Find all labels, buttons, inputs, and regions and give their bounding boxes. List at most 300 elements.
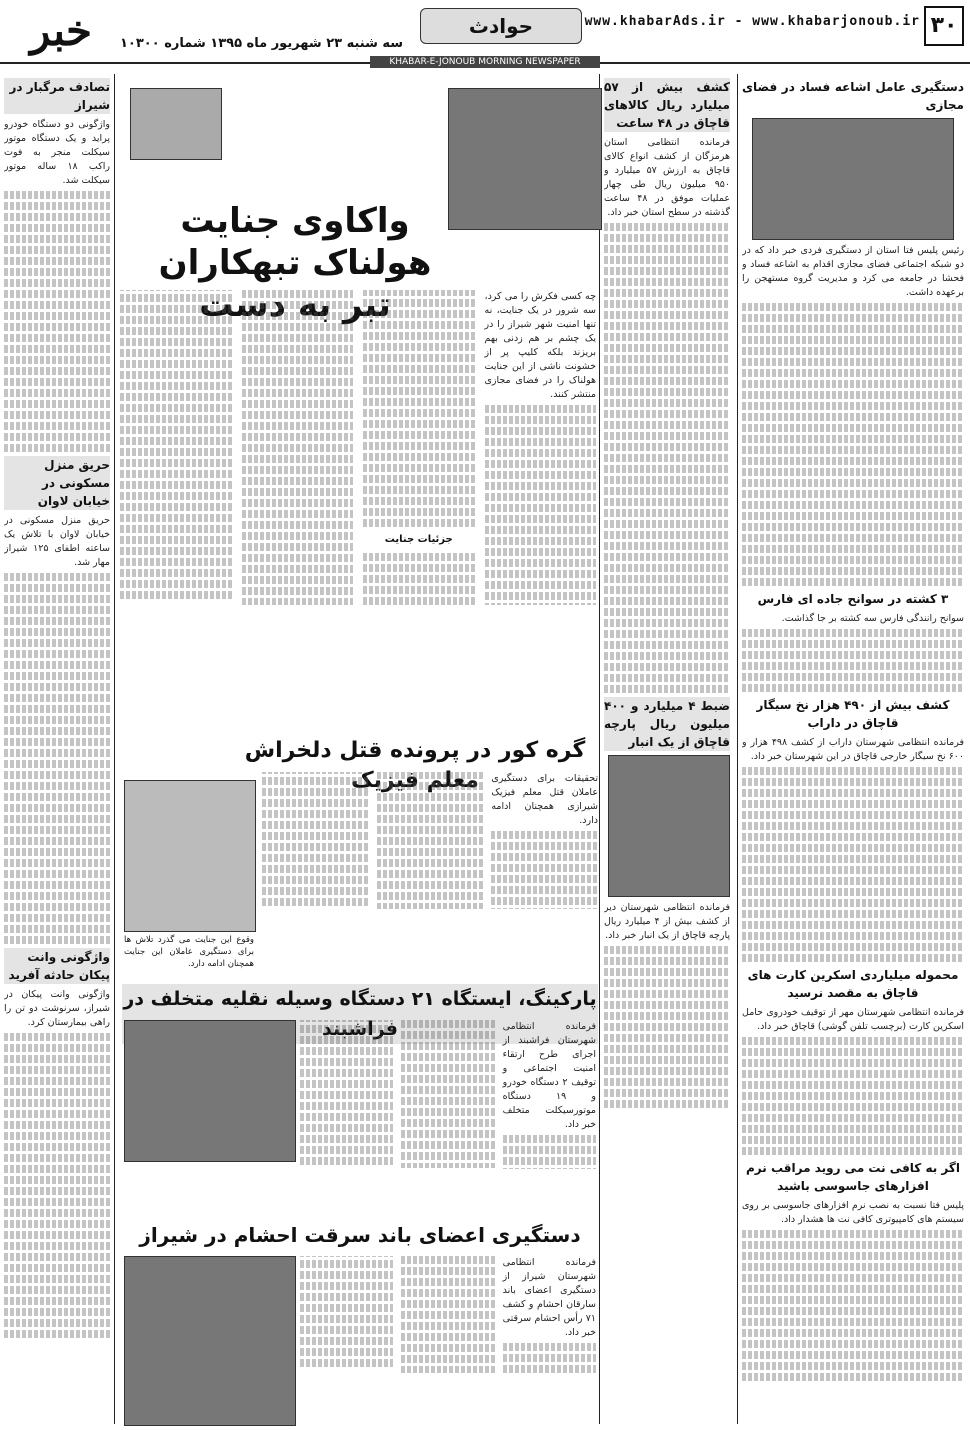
text-line — [742, 457, 964, 465]
text-line — [604, 311, 730, 319]
text-line — [604, 454, 730, 462]
text-line — [485, 471, 597, 479]
text-line — [742, 391, 964, 399]
text-line — [742, 1037, 964, 1045]
text-line — [4, 400, 110, 408]
text-line — [242, 499, 354, 507]
text-line — [742, 921, 964, 929]
text-line — [401, 1267, 494, 1275]
text-line — [742, 1329, 964, 1337]
text-line — [4, 881, 110, 889]
text-line — [604, 597, 730, 605]
text-line — [485, 427, 597, 435]
text-line — [242, 378, 354, 386]
english-ribbon: KHABAR-E-JONOUB MORNING NEWSPAPER — [370, 56, 600, 68]
story-body — [300, 1256, 596, 1424]
text-line — [401, 1333, 494, 1341]
text-line — [742, 424, 964, 432]
text-line — [363, 519, 475, 527]
text-line — [262, 898, 369, 906]
text-line — [377, 804, 484, 812]
text-line — [4, 1220, 110, 1228]
text-line — [4, 1055, 110, 1063]
article-body: چه کسی فکرش را می کرد، سه شرور در یک جنایت، نه تنها امنیت شهر شیراز را در یک چشم بر هم زدنی بهم بریزند بلکه کلیپ پر از خشونت ناشی از این جنایت هولناک را در فضای مجازی منتشر کنند. — [484, 291, 596, 400]
text-line — [4, 826, 110, 834]
text-line — [604, 946, 730, 954]
text-line — [491, 875, 598, 883]
text-line — [377, 826, 484, 834]
text-line — [742, 1274, 964, 1282]
text-line — [242, 576, 354, 584]
text-line — [503, 1343, 596, 1351]
section-title: حوادث — [420, 8, 582, 44]
text-line — [120, 514, 232, 522]
text-line — [604, 619, 730, 627]
text-line — [4, 672, 110, 680]
article-body: واژگونی وانت پیکان در شیراز، سرنوشت دو تن را راهی بیمارستان کرد. — [4, 989, 110, 1028]
text-line — [300, 1146, 393, 1154]
text-line — [377, 881, 484, 889]
text-line — [363, 387, 475, 395]
text-line — [604, 333, 730, 341]
text-line — [742, 534, 964, 542]
text-line — [485, 537, 597, 545]
text-line — [604, 957, 730, 965]
text-line — [4, 705, 110, 713]
text-line — [485, 592, 597, 600]
text-line — [604, 245, 730, 253]
text-line — [120, 382, 232, 390]
text-line — [742, 1241, 964, 1249]
text-line — [242, 543, 354, 551]
text-line — [604, 608, 730, 616]
text-line — [4, 1099, 110, 1107]
text-line — [742, 943, 964, 951]
text-line — [4, 914, 110, 922]
text-line — [363, 586, 475, 594]
text-line — [120, 536, 232, 544]
text-line — [120, 558, 232, 566]
text-line — [300, 1271, 393, 1279]
magnifier-graphic — [130, 88, 222, 160]
text-line — [604, 377, 730, 385]
text-line — [242, 301, 354, 309]
text-line — [242, 312, 354, 320]
text-line — [4, 1275, 110, 1283]
text-line — [742, 1103, 964, 1111]
text-line — [4, 727, 110, 735]
text-line — [4, 771, 110, 779]
subheading: جزئیات جنایت — [384, 534, 453, 545]
text-line — [742, 1147, 964, 1155]
text-line — [4, 716, 110, 724]
text-line — [485, 504, 597, 512]
text-line — [742, 1296, 964, 1304]
text-line — [742, 1285, 964, 1293]
text-line — [242, 565, 354, 573]
text-line — [742, 1263, 964, 1271]
text-line — [485, 416, 597, 424]
text-line — [604, 674, 730, 682]
article-photo — [608, 755, 730, 897]
text-line — [604, 520, 730, 528]
text-line — [363, 365, 475, 373]
text-line — [4, 738, 110, 746]
text-line — [242, 444, 354, 452]
text-line — [363, 376, 475, 384]
text-line — [4, 213, 110, 221]
text-line — [742, 1081, 964, 1089]
text-line — [742, 402, 964, 410]
text-line — [300, 1058, 393, 1066]
masthead — [0, 0, 970, 64]
story-body — [262, 772, 598, 972]
text-line — [4, 606, 110, 614]
text-line — [120, 525, 232, 533]
text-line — [363, 354, 475, 362]
text-line — [485, 581, 597, 589]
text-line — [4, 1253, 110, 1261]
text-line — [401, 1355, 494, 1363]
text-line — [742, 629, 964, 637]
text-line — [242, 290, 354, 298]
text-line — [604, 1045, 730, 1053]
text-line — [242, 356, 354, 364]
text-line — [742, 910, 964, 918]
text-line — [4, 1198, 110, 1206]
text-line — [363, 310, 475, 318]
text-line — [262, 810, 369, 818]
text-line — [742, 325, 964, 333]
text-line — [4, 650, 110, 658]
text-line — [742, 651, 964, 659]
text-line — [604, 685, 730, 693]
text-line — [742, 1059, 964, 1067]
text-line — [363, 564, 475, 572]
text-line — [401, 1344, 494, 1352]
text-line — [742, 578, 964, 586]
text-line — [604, 652, 730, 660]
text-line — [604, 476, 730, 484]
text-line — [742, 545, 964, 553]
text-line — [262, 799, 369, 807]
text-line — [300, 1069, 393, 1077]
crime-scene-photo — [448, 88, 602, 230]
text-line — [120, 470, 232, 478]
text-line — [4, 617, 110, 625]
text-line — [485, 559, 597, 567]
text-line — [742, 954, 964, 962]
text-line — [742, 811, 964, 819]
text-line — [604, 1089, 730, 1097]
text-line — [604, 256, 730, 264]
text-line — [742, 435, 964, 443]
text-line — [491, 864, 598, 872]
text-line — [4, 837, 110, 845]
text-line — [742, 789, 964, 797]
text-line — [4, 1066, 110, 1074]
text-line — [242, 367, 354, 375]
text-line — [120, 338, 232, 346]
text-line — [363, 332, 475, 340]
text-line — [604, 1012, 730, 1020]
text-line — [120, 404, 232, 412]
text-line — [4, 334, 110, 342]
text-line — [120, 437, 232, 445]
left-column — [4, 74, 110, 1424]
text-line — [120, 393, 232, 401]
text-line — [4, 1176, 110, 1184]
text-line — [300, 1337, 393, 1345]
text-line — [604, 355, 730, 363]
text-line — [742, 1125, 964, 1133]
text-line — [363, 475, 475, 483]
text-line — [742, 490, 964, 498]
text-line — [242, 345, 354, 353]
text-line — [401, 1031, 494, 1039]
text-line — [742, 413, 964, 421]
text-line — [242, 554, 354, 562]
text-line — [300, 1359, 393, 1367]
text-line — [363, 553, 475, 561]
text-line — [485, 570, 597, 578]
text-line — [742, 314, 964, 322]
article-body: حریق منزل مسکونی در خیابان لاوان با تلاش یک ساعته اطفای ۱۲۵ شیراز مهار شد. — [4, 515, 110, 568]
text-line — [4, 444, 110, 452]
text-line — [4, 224, 110, 232]
text-line — [742, 556, 964, 564]
text-line — [4, 1264, 110, 1272]
text-line — [4, 1132, 110, 1140]
text-line — [742, 1373, 964, 1381]
text-line — [120, 305, 232, 313]
text-line — [377, 848, 484, 856]
text-line — [485, 548, 597, 556]
article-body: فرمانده انتظامی استان هرمزگان از کشف انواع کالای قاچاق به ارزش ۵۷ میلیارد و ۹۵۰ میلیون ریال طی چهار عملیات موفق در ۴۸ ساعت گذشته در سطح استان خبر داد. — [604, 137, 730, 218]
text-line — [300, 1315, 393, 1323]
text-line — [300, 1047, 393, 1055]
text-line — [742, 1318, 964, 1326]
text-line — [300, 1157, 393, 1165]
text-line — [401, 1130, 494, 1138]
text-line — [4, 290, 110, 298]
text-line — [120, 371, 232, 379]
text-line — [120, 481, 232, 489]
article-body: فرمانده انتظامی شهرستان فراشبند از اجرای طرح ارتقاء امنیت اجتماعی و توقیف ۲ دستگاه خودرو و ۱۹ دستگاه موتورسیکلت متخلف خبر داد. — [502, 1021, 596, 1130]
newspaper-logo: خبر — [30, 6, 92, 55]
text-line — [604, 1001, 730, 1009]
article-headline: تصادف مرگبار در شیراز — [4, 78, 110, 114]
text-line — [742, 336, 964, 344]
story-body — [300, 1020, 596, 1210]
text-line — [491, 897, 598, 905]
text-line — [4, 312, 110, 320]
text-line — [604, 531, 730, 539]
text-line — [4, 925, 110, 933]
text-line — [4, 628, 110, 636]
text-line — [363, 321, 475, 329]
text-line — [604, 289, 730, 297]
text-line — [300, 1135, 393, 1143]
text-line — [604, 234, 730, 242]
text-line — [604, 443, 730, 451]
mid-right-column — [604, 74, 730, 1424]
text-line — [363, 409, 475, 417]
text-line — [604, 465, 730, 473]
text-line — [4, 1297, 110, 1305]
text-line — [604, 421, 730, 429]
text-line — [401, 1152, 494, 1160]
text-line — [4, 848, 110, 856]
text-line — [363, 453, 475, 461]
text-line — [262, 821, 369, 829]
text-line — [604, 968, 730, 976]
text-line — [262, 777, 369, 785]
text-line — [4, 870, 110, 878]
text-line — [485, 449, 597, 457]
column-divider — [114, 74, 115, 1424]
text-line — [120, 591, 232, 599]
article-body: پلیس فتا نسبت به نصب نرم افزارهای جاسوسی بر روی سیستم های کامپیوتری کافی نت ها هشدار داد. — [742, 1200, 964, 1225]
text-line — [4, 1187, 110, 1195]
text-line — [242, 521, 354, 529]
text-line — [4, 1242, 110, 1250]
photo-caption: وقوع این جنایت می گذرد تلاش ها برای دستگیری عاملان این جنایت همچنان ادامه دارد. — [124, 935, 254, 969]
article-body: تحقیقات برای دستگیری عاملان قتل معلم فیزیک شیرازی همچنان ادامه دارد. — [491, 773, 598, 826]
text-line — [742, 778, 964, 786]
text-line — [4, 1154, 110, 1162]
text-line — [401, 1278, 494, 1286]
text-line — [401, 1075, 494, 1083]
text-line — [485, 493, 597, 501]
text-line — [262, 832, 369, 840]
text-line — [300, 1025, 393, 1033]
text-line — [742, 855, 964, 863]
text-line — [4, 323, 110, 331]
text-line — [604, 322, 730, 330]
issue-date: سه شنبه ۲۳ شهریور ماه ۱۳۹۵ شماره ۱۰۳۰۰ — [120, 36, 404, 51]
text-line — [604, 223, 730, 231]
text-line — [4, 378, 110, 386]
text-line — [491, 853, 598, 861]
article-headline: واژگونی وانت پیکان حادثه آفرید — [4, 948, 110, 984]
text-line — [242, 411, 354, 419]
text-line — [401, 1300, 494, 1308]
text-line — [363, 597, 475, 605]
text-line — [262, 865, 369, 873]
text-line — [120, 580, 232, 588]
text-line — [401, 1322, 494, 1330]
text-line — [604, 410, 730, 418]
article-body: فرمانده انتظامی شهرستان شیراز از دستگیری اعضای باند سارقان احشام و کشف ۷۱ رأس احشام سرقتی خبر داد. — [502, 1257, 596, 1338]
text-line — [604, 1056, 730, 1064]
text-line — [262, 843, 369, 851]
text-line — [604, 388, 730, 396]
text-line — [401, 1042, 494, 1050]
text-line — [4, 639, 110, 647]
website-urls[interactable]: www.khabarAds.ir - www.khabarjonoub.ir — [584, 14, 920, 29]
text-line — [363, 464, 475, 472]
text-line — [604, 575, 730, 583]
text-line — [4, 1044, 110, 1052]
motorcycles-photo — [124, 1020, 296, 1162]
text-line — [242, 532, 354, 540]
text-line — [604, 487, 730, 495]
text-line — [604, 399, 730, 407]
text-line — [262, 854, 369, 862]
text-line — [401, 1064, 494, 1072]
story-headline: دستگیری اعضای باند سرقت احشام در شیراز — [139, 1223, 581, 1247]
text-line — [4, 257, 110, 265]
text-line — [262, 876, 369, 884]
text-line — [242, 389, 354, 397]
article-body: رئیس پلیس فتا استان از دستگیری فردی خبر داد که در دو شبکه اجتماعی فضای مجازی اقدام به اشاعه فساد و فحشا در جامعه می کرد و مدیریت گروه مستهجن را برعهده داشت. — [742, 245, 964, 298]
text-line — [491, 886, 598, 894]
text-line — [4, 793, 110, 801]
text-line — [604, 1100, 730, 1108]
text-line — [742, 1252, 964, 1260]
text-line — [4, 1165, 110, 1173]
text-line — [120, 503, 232, 511]
text-line — [4, 694, 110, 702]
text-line — [300, 1304, 393, 1312]
text-line — [4, 301, 110, 309]
text-line — [491, 831, 598, 839]
text-line — [120, 448, 232, 456]
text-line — [742, 822, 964, 830]
text-line — [401, 1256, 494, 1264]
text-line — [604, 498, 730, 506]
text-line — [742, 1092, 964, 1100]
text-line — [604, 1023, 730, 1031]
text-line — [401, 1097, 494, 1105]
text-line — [4, 422, 110, 430]
text-line — [4, 661, 110, 669]
text-line — [503, 1157, 596, 1165]
text-line — [300, 1348, 393, 1356]
text-line — [4, 246, 110, 254]
text-line — [363, 486, 475, 494]
text-line — [242, 510, 354, 518]
text-line — [742, 567, 964, 575]
text-line — [485, 515, 597, 523]
text-line — [742, 1136, 964, 1144]
article-headline: اگر به کافی نت می روید مراقب نرم افزارهای جاسوسی باشید — [746, 1161, 960, 1193]
text-line — [742, 369, 964, 377]
text-line — [242, 323, 354, 331]
text-line — [604, 432, 730, 440]
text-line — [4, 782, 110, 790]
text-line — [401, 1108, 494, 1116]
text-line — [363, 398, 475, 406]
article-headline: ۳ کشته در سوانح جاده ای فارس — [757, 592, 949, 606]
text-line — [4, 584, 110, 592]
text-line — [604, 990, 730, 998]
text-line — [604, 344, 730, 352]
text-line — [4, 683, 110, 691]
text-line — [604, 300, 730, 308]
suspects-photo — [124, 1256, 296, 1426]
text-line — [4, 268, 110, 276]
text-line — [4, 345, 110, 353]
text-line — [120, 415, 232, 423]
text-line — [742, 523, 964, 531]
column-divider — [737, 74, 738, 1424]
text-line — [742, 767, 964, 775]
text-line — [4, 433, 110, 441]
text-line — [120, 426, 232, 434]
text-line — [401, 1086, 494, 1094]
